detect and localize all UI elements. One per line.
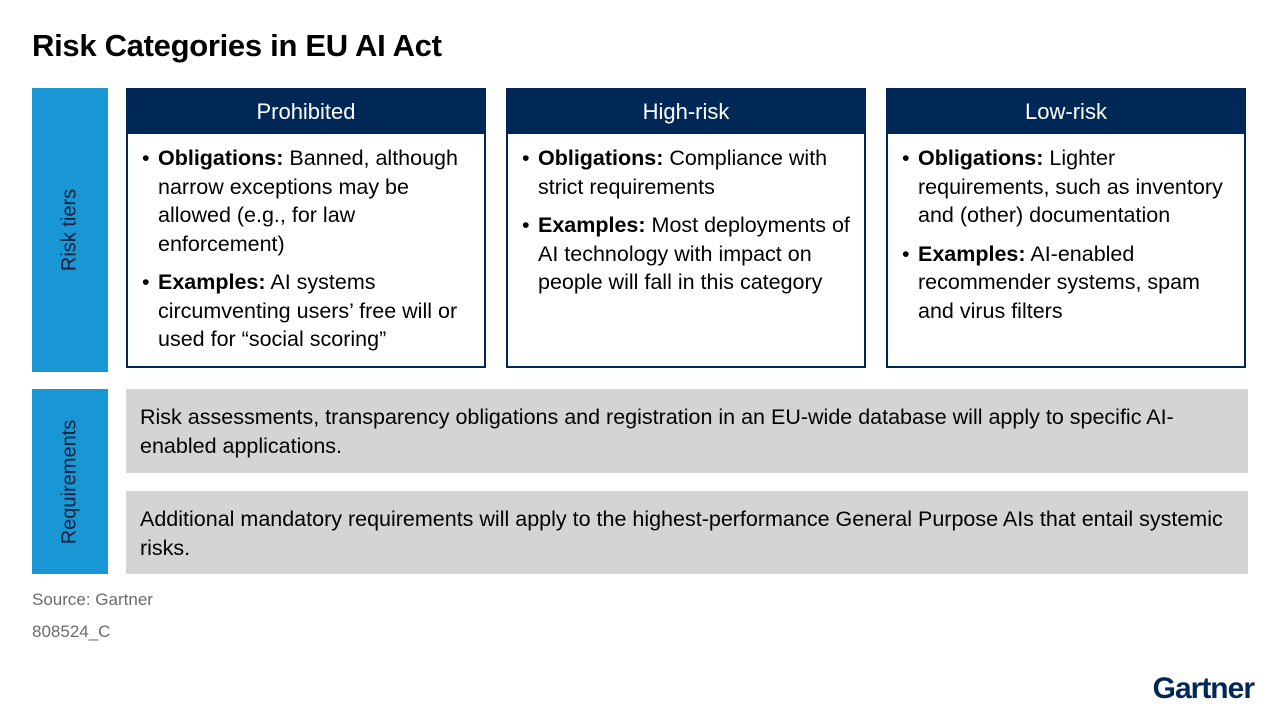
obligations-text: Banned, although narrow exceptions may be allowed (e.g., for law enforcement) bbox=[158, 146, 458, 256]
obligations-text: Lighter requirements, such as inventory and (other) documentation bbox=[918, 146, 1223, 227]
tier-card-prohibited bbox=[126, 88, 486, 368]
reference-code: 808524_C bbox=[32, 622, 111, 641]
obligations-bullet bbox=[140, 144, 472, 258]
risk-tiers-label bbox=[32, 88, 108, 372]
source-note: Source: Gartner bbox=[32, 590, 153, 609]
obligations-label: Obligations: bbox=[158, 146, 284, 170]
gartner-logo: Gartner bbox=[1152, 672, 1254, 705]
requirement-box-gpai bbox=[126, 491, 1248, 574]
tier-body bbox=[888, 134, 1244, 325]
tier-body bbox=[508, 134, 864, 297]
obligations-label: Obligations: bbox=[918, 146, 1044, 170]
requirement-box-applications bbox=[126, 389, 1248, 473]
tier-title: Prohibited bbox=[128, 90, 484, 134]
examples-label: Examples: bbox=[158, 270, 266, 294]
obligations-label: Obligations: bbox=[538, 146, 664, 170]
examples-label: Examples: bbox=[918, 241, 1026, 266]
examples-text: AI systems circumventing users’ free will or used for “social scoring” bbox=[158, 270, 458, 351]
page-title: Risk Categories in EU AI Act bbox=[32, 28, 442, 63]
examples-bullet bbox=[900, 240, 1232, 326]
tier-body bbox=[128, 134, 484, 354]
obligations-bullet bbox=[900, 144, 1232, 230]
examples-bullet bbox=[520, 211, 852, 297]
tier-title: Low-risk bbox=[888, 90, 1244, 134]
requirement-text: Risk assessments, transparency obligations and registration in an EU-wide database will apply to specific AI-enabled applications. bbox=[140, 405, 1174, 458]
obligations-bullet bbox=[520, 144, 852, 201]
examples-text: Most deployments of AI technology with impact on people will fall in this category bbox=[538, 213, 850, 294]
obligations-text: Compliance with strict requirements bbox=[538, 146, 828, 199]
requirements-label-text: Requirements bbox=[58, 419, 81, 544]
examples-text: AI-enabled recommender systems, spam and virus filters bbox=[918, 241, 1200, 323]
risk-tiers-label-text: Risk tiers bbox=[58, 188, 81, 272]
tier-card-low-risk bbox=[886, 88, 1246, 368]
tier-card-high-risk bbox=[506, 88, 866, 368]
examples-bullet bbox=[140, 268, 472, 354]
tier-title: High-risk bbox=[508, 90, 864, 134]
requirements-label bbox=[32, 389, 108, 574]
examples-label: Examples: bbox=[538, 213, 646, 237]
requirement-text: Additional mandatory requirements will apply to the highest-performance General Purpose AIs that entail systemic risks. bbox=[140, 507, 1223, 560]
